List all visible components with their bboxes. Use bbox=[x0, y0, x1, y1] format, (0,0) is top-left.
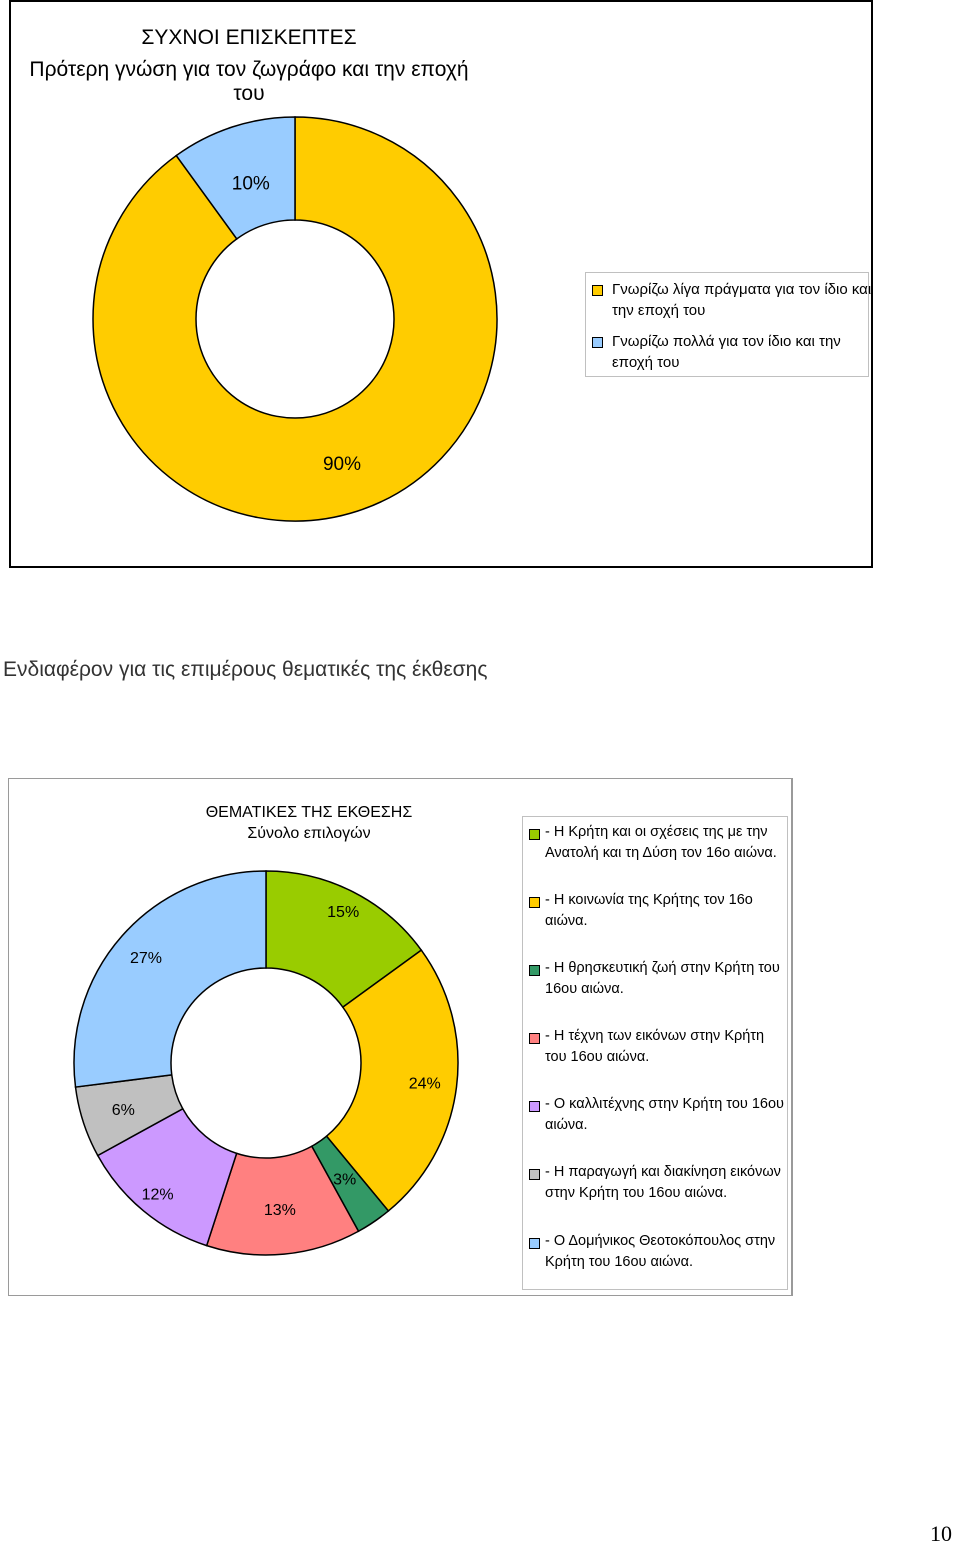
section-heading: Ενδιαφέρον για τις επιμέρους θεματικές της έκθεσης bbox=[3, 658, 488, 681]
page-number: 10 bbox=[930, 1521, 952, 1546]
legend-swatch bbox=[529, 965, 540, 976]
legend-label: - Η κοινωνία της Κρήτης τον 16ο αιώνα. bbox=[545, 892, 753, 929]
legend-swatch bbox=[529, 829, 540, 840]
chart2-subtitle: Σύνολο επιλογών bbox=[247, 825, 371, 842]
chart2-frame bbox=[8, 778, 793, 1296]
data-label: 12% bbox=[141, 1186, 174, 1204]
legend-label: - Η τέχνη των εικόνων στην Κρήτη του 16ου αιώνα. bbox=[545, 1028, 765, 1065]
legend-label: - Η θρησκευτική ζωή στην Κρήτη του 16ου αιώνα. bbox=[545, 960, 780, 997]
legend-swatch bbox=[529, 897, 540, 908]
legend-swatch bbox=[529, 1238, 540, 1249]
legend-label: - Ο Δομήνικος Θεοτοκόπουλος στην Κρήτη του 16ου αιώνα. bbox=[545, 1233, 776, 1270]
data-label: 13% bbox=[263, 1201, 296, 1219]
donut-slice bbox=[74, 871, 266, 1087]
data-label: 10% bbox=[231, 173, 270, 195]
legend-label: Γνωρίζω πολλά για τον ίδιο και την εποχή του bbox=[612, 333, 841, 371]
legend-swatch bbox=[529, 1033, 540, 1044]
chart1-subtitle: Πρότερη γνώση για τον ζωγράφο και την εποχή του bbox=[29, 58, 469, 105]
data-label: 24% bbox=[408, 1075, 441, 1093]
chart1-frame bbox=[9, 0, 873, 568]
chart2-legend bbox=[522, 816, 788, 1290]
data-label: 27% bbox=[129, 949, 162, 967]
legend-swatch bbox=[529, 1101, 540, 1112]
legend-label: - Η Κρήτη και οι σχέσεις της με την Ανατολή και τη Δύση τον 16ο αιώνα. bbox=[545, 824, 777, 861]
data-label: 3% bbox=[333, 1171, 357, 1189]
legend-label: Γνωρίζω λίγα πράγματα για τον ίδιο και την εποχή του bbox=[612, 281, 872, 319]
data-label: 6% bbox=[111, 1101, 135, 1119]
legend-label: - Ο καλλιτέχνης στην Κρήτη του 16ου αιώνα. bbox=[545, 1096, 784, 1133]
chart2-title: ΘΕΜΑΤΙΚΕΣ ΤΗΣ ΕΚΘΕΣΗΣ bbox=[205, 804, 413, 821]
data-label: 15% bbox=[327, 904, 360, 922]
legend-label: - Η παραγωγή και διακίνηση εικόνων στην Κρήτη του 16ου αιώνα. bbox=[545, 1164, 781, 1201]
legend-swatch bbox=[592, 337, 603, 348]
chart1-legend bbox=[585, 272, 872, 377]
legend-swatch bbox=[592, 285, 603, 296]
data-label: 90% bbox=[322, 454, 361, 476]
legend-swatch bbox=[529, 1169, 540, 1180]
chart1-title: ΣΥΧΝΟΙ ΕΠΙΣΚΕΠΤΕΣ bbox=[141, 26, 357, 49]
